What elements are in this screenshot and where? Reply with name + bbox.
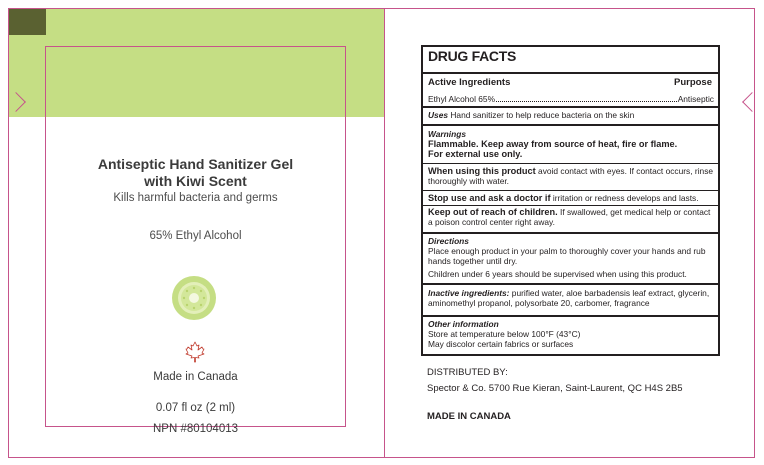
active-ingredients-header: Active Ingredients [428, 77, 511, 88]
npn-number: NPN #80104013 [152, 423, 239, 435]
directions-label: Directions [428, 236, 469, 246]
maple-leaf-icon [185, 341, 205, 363]
directions-text-2: Children under 6 years should be supervised when using this product. [428, 269, 687, 279]
divider [423, 205, 718, 206]
product-title [45, 156, 346, 190]
uses-section [428, 110, 715, 120]
purpose-header: Purpose [673, 77, 712, 88]
uses-text: Hand sanitizer to help reduce bacteria on the skin [450, 110, 635, 120]
divider [423, 72, 718, 74]
distributed-by-label: DISTRIBUTED BY: [427, 367, 508, 378]
product-title-line2: with Kiwi Scent [144, 173, 247, 189]
stop-use-label: Stop use and ask a doctor if [428, 193, 551, 203]
warnings-section [428, 129, 715, 159]
ingredient-purpose: Antiseptic [677, 94, 714, 104]
kiwi-slice-icon [171, 275, 217, 321]
made-in-canada-front: Made in Canada [153, 371, 238, 383]
drug-facts-box [421, 45, 720, 356]
fold-line [384, 8, 385, 458]
warning-external: For external use only. [428, 149, 523, 159]
distributor-address: Spector & Co. 5700 Rue Kieran, Saint-Laurent, QC H4S 2B5 [427, 383, 683, 394]
stop-use-section [428, 193, 715, 203]
keep-out-label: Keep out of reach of children. [428, 207, 558, 217]
warning-flammable: Flammable. Keep away from source of heat, fire or flame. [428, 139, 678, 149]
when-using-section [428, 166, 715, 186]
divider [423, 124, 718, 126]
other-info-label: Other information [428, 319, 499, 329]
active-ingredient-claim: 65% Ethyl Alcohol [149, 230, 242, 242]
divider [423, 315, 718, 317]
directions-section [428, 236, 715, 279]
divider [423, 163, 718, 164]
other-info-section [428, 319, 715, 349]
inactive-section [428, 288, 715, 308]
warnings-label: Warnings [428, 129, 467, 139]
other-info-line-1: Store at temperature below 100°F (43°C) [428, 329, 581, 339]
product-title-line1: Antiseptic Hand Sanitizer Gel [97, 156, 294, 172]
keep-out-section [428, 207, 715, 227]
made-in-canada-back: MADE IN CANADA [427, 411, 511, 422]
keep-out-text: If swallowed, get medical help or contact a poison control center right away. [428, 207, 711, 227]
directions-text-1: Place enough product in your palm to thoroughly cover your hands and rub hands together until dry. [428, 246, 706, 266]
leader-dots [496, 94, 677, 102]
ingredient-name: Ethyl Alcohol 65% [428, 94, 496, 104]
other-info-line-2: May discolor certain fabrics or surfaces [428, 339, 574, 349]
when-using-text: avoid contact with eyes. If contact occurs, rinse thoroughly with water. [428, 166, 714, 186]
net-volume: 0.07 fl oz (2 ml) [155, 402, 236, 414]
divider [423, 232, 718, 234]
stop-use-text: irritation or redness develops and lasts. [552, 193, 699, 203]
inactive-text: purified water, aloe barbadensis leaf extract, glycerin, aminomethyl propanol, polysorbate 20, carbomer, fragrance [428, 288, 710, 308]
uses-label: Uses [428, 110, 449, 120]
divider [423, 190, 718, 191]
when-using-label: When using this product [428, 166, 536, 176]
divider [423, 283, 718, 285]
divider [423, 106, 718, 108]
product-subtitle: Kills harmful bacteria and germs [113, 192, 278, 204]
drug-facts-title: DRUG FACTS [428, 48, 517, 64]
ingredient-row [428, 94, 714, 104]
inactive-label: Inactive ingredients: [428, 288, 510, 298]
